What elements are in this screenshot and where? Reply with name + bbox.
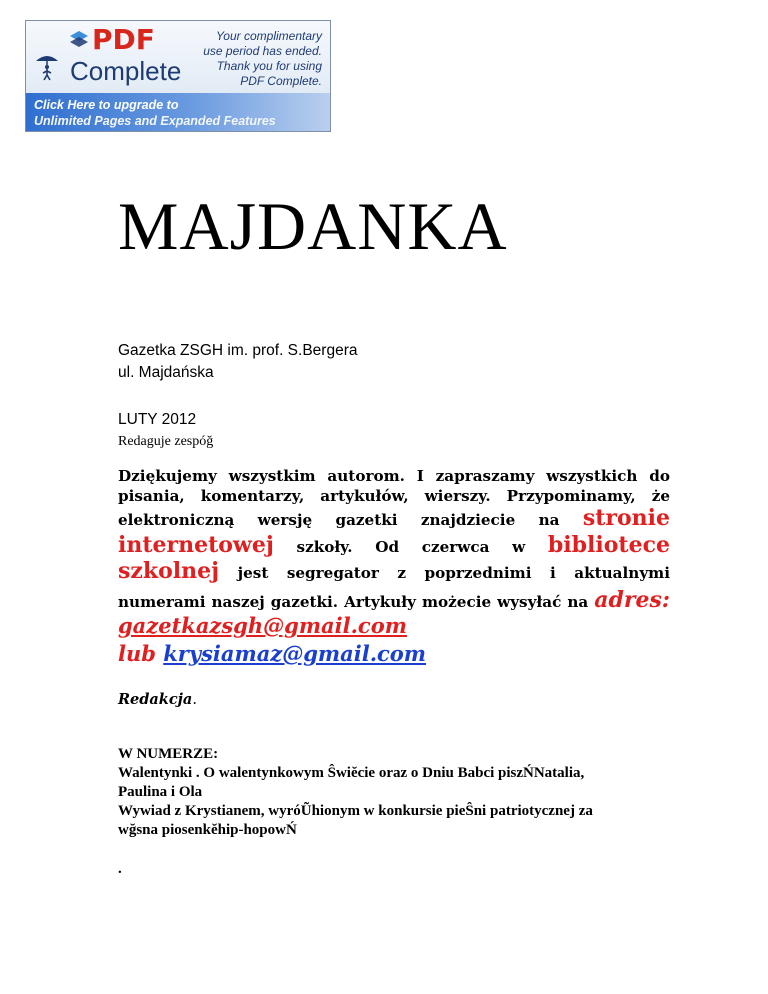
signoff-text: Redakcja xyxy=(118,691,193,708)
toc-line: Paulina i Ola xyxy=(118,784,203,800)
article-line xyxy=(118,504,670,534)
email-prefix: lub xyxy=(118,641,156,666)
article-line: pisania, komentarzy, artykułów, wierszy. Przypominamy, że xyxy=(118,487,670,505)
upgrade-line: Unlimited Pages and Expanded Features xyxy=(34,114,276,128)
highlight-text: bibliotece xyxy=(547,532,670,558)
upgrade-link[interactable] xyxy=(34,97,276,129)
article-line: Dziękujemy wszystkim autorom. I zapraszamy wszystkich do xyxy=(118,467,670,485)
toc-trailing-dot: . xyxy=(118,861,122,877)
umbrella-figure-icon xyxy=(34,51,60,81)
toc-line: Wywiad z Krystianem, wyróŨhionym w konkursie pieŜni patriotycznej za xyxy=(118,803,593,819)
promo-line: PDF Complete. xyxy=(240,74,322,88)
toc-line: wğsna piosenkĕhip-hopowŃ xyxy=(118,822,297,838)
highlight-text: adres: xyxy=(594,587,670,613)
email-link-2[interactable]: krysiamaz@gmail.com xyxy=(163,641,427,666)
article-text: szkoły. Od czerwca w xyxy=(296,538,526,556)
article-line xyxy=(118,532,670,560)
highlight-text: internetowej xyxy=(118,532,274,558)
upgrade-banner[interactable] xyxy=(25,20,331,132)
toc-line: Walentynki . O walentynkowym Ŝwiĕcie oraz o Dniu Babci piszŃNatalia, xyxy=(118,765,585,781)
promo-line: Your complimentary xyxy=(215,29,322,43)
promo-line: Thank you for using xyxy=(216,59,322,73)
article-text: elektroniczną wersję gazetki znajdziecie na xyxy=(118,511,560,529)
subtitle-school: Gazetka ZSGH im. prof. S.Bergera xyxy=(118,342,358,359)
article-text: numerami naszej gazetki. Artykuły możecie wysyłać na xyxy=(118,593,589,611)
signoff xyxy=(118,690,197,710)
page-title: MAJDANKA xyxy=(118,188,508,264)
email-link[interactable]: gazetkazsgh@gmail.com xyxy=(118,613,407,638)
email-line-2 xyxy=(118,640,426,668)
promo-message xyxy=(172,29,322,89)
signoff-dot: . xyxy=(192,692,197,708)
upgrade-line: Click Here to upgrade to xyxy=(34,98,179,112)
article-text: jest segregator z poprzednimi i aktualnymi xyxy=(237,564,670,582)
diamond-layers-icon xyxy=(68,29,90,51)
editorial-team: Redaguje zespóğ xyxy=(118,434,214,449)
issue-date: LUTY 2012 xyxy=(118,411,197,428)
highlight-text: szkolnej xyxy=(118,558,220,584)
article-line xyxy=(118,558,670,586)
logo-pdf-text: PDF xyxy=(92,23,155,56)
logo-complete-text: Complete xyxy=(70,56,182,86)
toc-heading: W NUMERZE: xyxy=(118,746,219,762)
highlight-text: stronie xyxy=(582,505,670,531)
promo-line: use period has ended. xyxy=(203,44,322,58)
subtitle-address: ul. Majdańska xyxy=(118,364,214,381)
